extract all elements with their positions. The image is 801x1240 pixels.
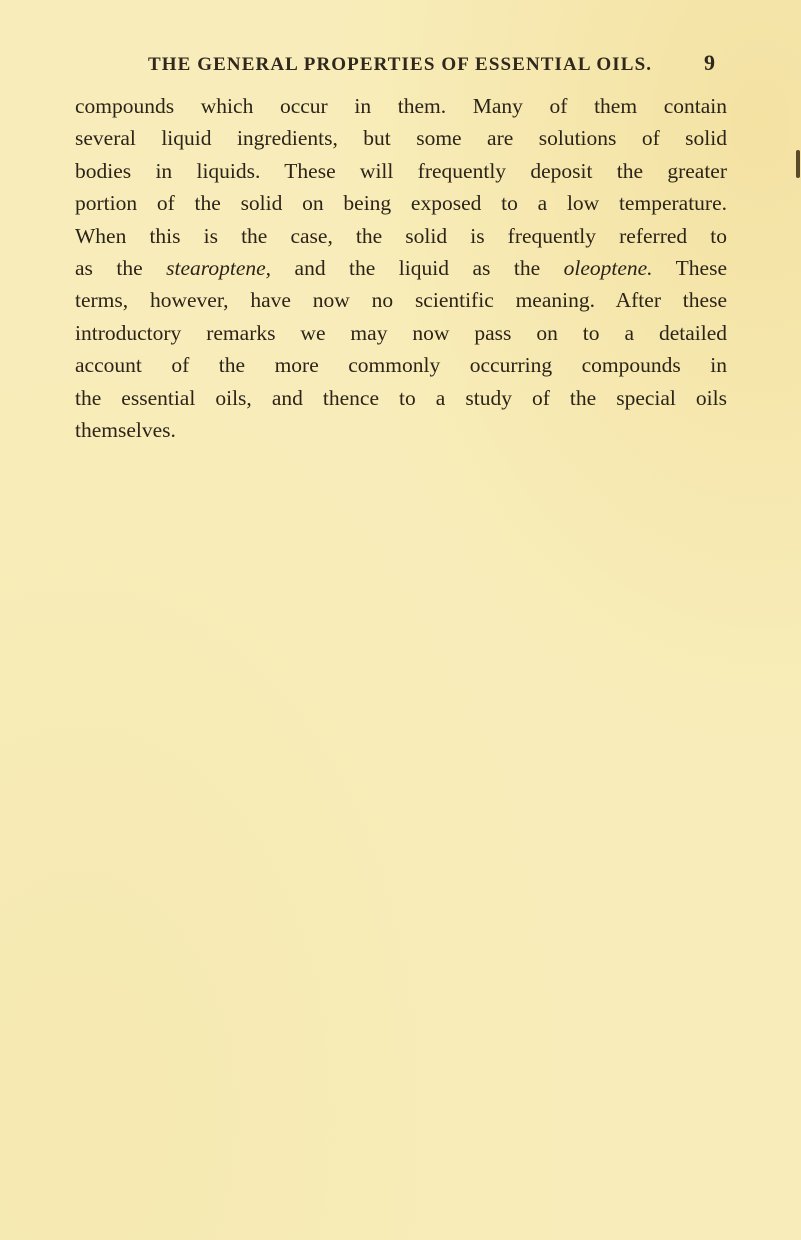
text-line-6	[75, 252, 727, 284]
text-line-4: portion of the solid on being exposed to a low temperature.	[75, 191, 727, 216]
page-edge-mark	[796, 150, 800, 178]
text-line-6-start: as the	[75, 255, 167, 280]
header-title: THE GENERAL PROPERTIES OF ESSENTIAL OILS.	[148, 54, 653, 75]
text-line-6-end: These	[652, 255, 727, 280]
text-line-2: several liquid ingredients, but some are solutions of solid	[75, 126, 727, 151]
text-line-11: themselves.	[75, 417, 176, 442]
body-paragraph	[75, 90, 727, 446]
term-stearoptene: stearoptene,	[166, 255, 272, 280]
text-line-10: the essential oils, and thence to a study of the special oils	[75, 385, 727, 410]
text-line-8: introductory remarks we may now pass on to a detailed	[75, 320, 727, 345]
running-header	[0, 50, 801, 84]
term-oleoptene: oleoptene.	[563, 255, 653, 280]
text-line-6-middle: and the liquid as the	[271, 255, 564, 280]
text-line-5: When this is the case, the solid is frequently referred to	[75, 223, 727, 248]
text-line-9: account of the more commonly occurring compounds in	[75, 353, 727, 378]
text-line-3: bodies in liquids. These will frequently deposit the greater	[75, 158, 727, 183]
page-number: 9	[704, 50, 715, 75]
text-line-7: terms, however, have now no scientific meaning. After these	[75, 288, 727, 313]
text-line-1: compounds which occur in them. Many of them contain	[75, 94, 727, 118]
